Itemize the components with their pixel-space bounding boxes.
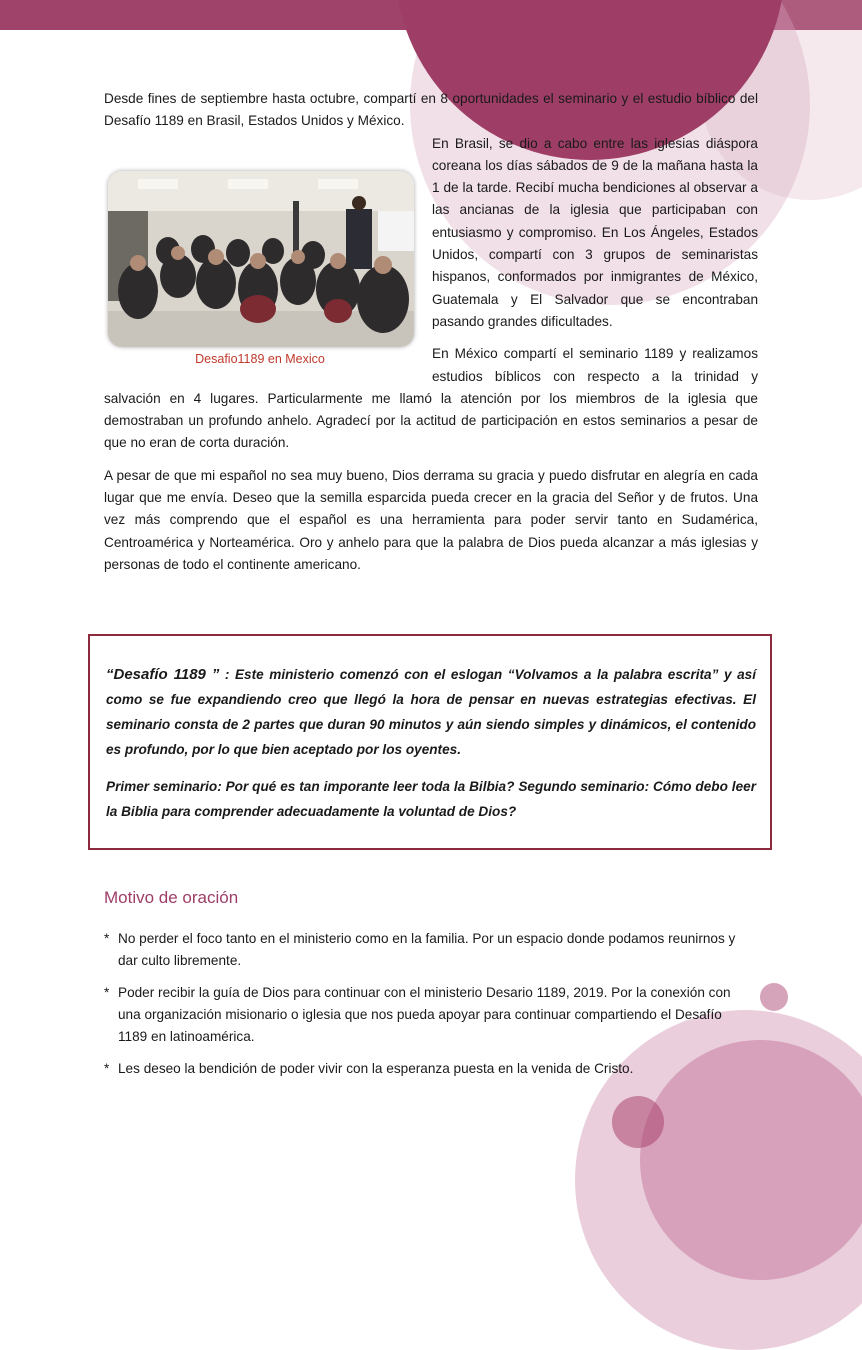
prayer-item: [104, 928, 744, 972]
intro-paragraph: Desde fines de septiembre hasta octubre, compartí en 8 oportunidades el seminario y el estudio bíblico del Desafío 1189 en Brasil, Estados Unidos y México.: [104, 91, 758, 129]
bullet-icon: *: [104, 985, 110, 1000]
prayer-item-text: No perder el foco tanto en el ministerio como en la familia. Por un espacio donde podamos reunirnos y dar culto libremente.: [118, 931, 736, 968]
photo-caption: Desafio1189 en Mexico: [195, 351, 325, 366]
decorative-circle: [612, 1096, 664, 1148]
prayer-item: [104, 1058, 744, 1080]
prayer-item-text: Les deseo la bendición de poder vivir con la esperanza puesta en la venida de Cristo.: [118, 1061, 634, 1076]
decorative-circle: [760, 983, 788, 1011]
prayer-list: [104, 928, 744, 1090]
quote-paragraph: [106, 662, 756, 762]
bullet-icon: *: [104, 1061, 110, 1076]
quote-text: : Este ministerio comenzó con el eslogan “Volvamos a la palabra escrita” y así como se fue expandiendo creo que llegó la hora de pensar en nuevas estrategias efectivas. El seminario consta de 2 partes que duran 90 minutos y aún siendo simples y dinámicos, el contenido es profundo, por lo que bien aceptado por los oyentes.: [106, 667, 756, 757]
prayer-item-text: Poder recibir la guía de Dios para continuar con el ministerio Desario 1189, 2019. Por la conexión con una organización misionario o iglesia que nos pueda apoyar para continuar compartiendo el Desafío 1189 en latinoamérica.: [118, 985, 731, 1044]
seminar-photo: [108, 171, 414, 347]
brasil-paragraph: En Brasil, se dio a cabo entre las iglesias diáspora coreana los días sábados de 9 de la mañana hasta la 1 de la tarde. Recibí mucha bendiciones al observar a las ancianas de la iglesia que participaban con entusiasmo y compromiso. En Los Ángeles, Estados Unidos, compartí con 3 grupos de seminaristas hispanos, conformados por inmigrantes de México, Guatemala y El Salvador que se encontraban pasando grandes dificultades.: [432, 135, 758, 329]
quote-title: “Desafío 1189 ”: [106, 666, 220, 683]
prayer-item: [104, 982, 744, 1048]
article-body: [104, 88, 758, 586]
desafio-quote-box: [88, 634, 772, 850]
mexico-paragraph: En México compartí el seminario 1189 y realizamos estudios bíblicos con respecto a la trinidad y salvación en 4 lugares. Particularmente me llamó la atención por los miembros de la iglesia que demostraban un profundo anhelo. Agradecí por la actitud de participación en estos seminarios a pesar de que no eran de corta duración.: [104, 346, 758, 451]
seminar-questions: Primer seminario: Por qué es tan imporante leer toda la Bilbia? Segundo seminario: Cómo debo leer la Biblia para comprender adecuadamente la voluntad de Dios?: [106, 779, 756, 819]
photo-figure: [104, 171, 416, 366]
bullet-icon: *: [104, 931, 110, 946]
prayer-section-title: Motivo de oración: [104, 888, 239, 907]
spanish-paragraph: A pesar de que mi español no sea muy bueno, Dios derrama su gracia y puedo disfrutar en alegría en cada lugar que me envía. Deseo que la semilla esparcida pueda crecer en la gracia del Señor y de frutos. Una vez más comprendo que el español es una herramienta para poder servir tanto en Sudamérica, Centroamérica y Norteamérica. Oro y anhelo para que la palabra de Dios pueda alcanzar a más iglesias y personas de todo el continente americano.: [104, 467, 758, 572]
